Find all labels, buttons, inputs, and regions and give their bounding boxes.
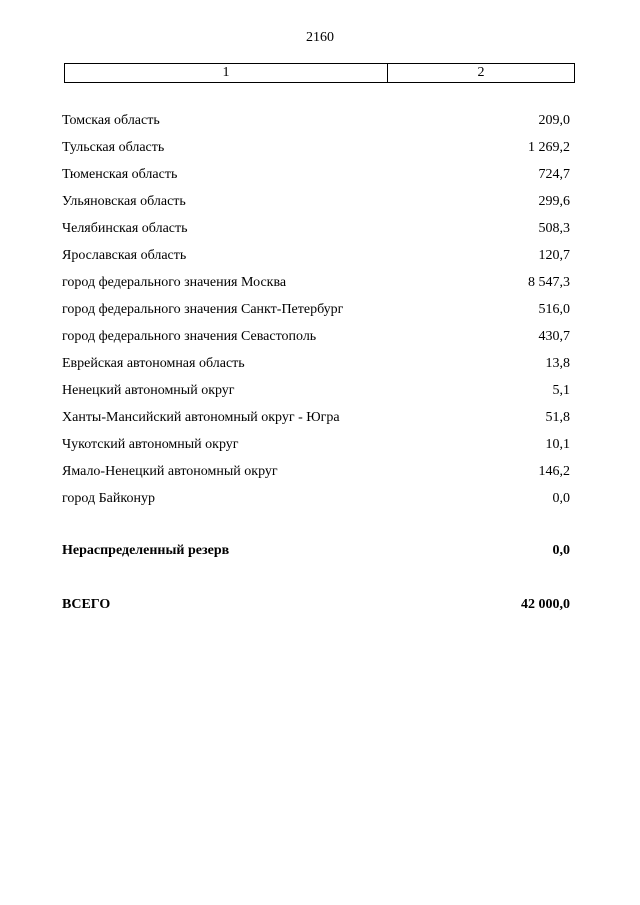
table-row <box>62 188 570 215</box>
unallocated-reserve-row <box>62 539 570 563</box>
table-row <box>62 485 570 512</box>
region-value: 10,1 <box>545 436 570 452</box>
reserve-value: 0,0 <box>552 543 570 558</box>
table-row <box>62 323 570 350</box>
reserve-label: Нераспределенный резерв <box>62 543 230 558</box>
table-row <box>62 242 570 269</box>
region-name: Томская область <box>62 112 160 128</box>
region-value: 724,7 <box>538 166 570 182</box>
table-row <box>62 134 570 161</box>
region-name: Ханты-Мансийский автономный округ - Югра <box>62 409 340 425</box>
region-name: Тюменская область <box>62 166 178 182</box>
region-value: 516,0 <box>538 301 570 317</box>
region-value: 8 547,3 <box>528 274 570 290</box>
region-name: Тульская область <box>62 139 165 155</box>
column-header-2: 2 <box>477 65 485 80</box>
region-value: 0,0 <box>552 490 570 506</box>
table-row <box>62 377 570 404</box>
region-name: город федерального значения Севастополь <box>62 328 317 344</box>
region-value: 299,6 <box>538 193 570 209</box>
column-header-1: 1 <box>65 64 388 82</box>
region-name: Челябинская область <box>62 220 188 236</box>
table-row <box>62 458 570 485</box>
table-row <box>62 404 570 431</box>
region-value: 508,3 <box>538 220 570 236</box>
region-name: Еврейская автономная область <box>62 355 245 371</box>
table-row <box>62 215 570 242</box>
table-row <box>62 161 570 188</box>
region-value: 146,2 <box>538 463 570 479</box>
region-value: 13,8 <box>545 355 570 371</box>
table-row <box>62 107 570 134</box>
region-name: Ульяновская область <box>62 193 186 209</box>
total-value: 42 000,0 <box>521 597 570 612</box>
region-name: Чукотский автономный округ <box>62 436 239 452</box>
region-list <box>62 107 570 512</box>
region-value: 209,0 <box>538 112 570 128</box>
page-number: 2160 <box>306 30 334 45</box>
region-name: город федерального значения Москва <box>62 274 287 290</box>
table-row <box>62 269 570 296</box>
region-name: город федерального значения Санкт-Петербург <box>62 301 344 317</box>
table-row <box>62 350 570 377</box>
table-row <box>62 296 570 323</box>
region-value: 430,7 <box>538 328 570 344</box>
column-header-table <box>64 63 575 83</box>
region-value: 1 269,2 <box>528 139 570 155</box>
region-value: 51,8 <box>545 409 570 425</box>
region-name: Ямало-Ненецкий автономный округ <box>62 463 278 479</box>
region-name: город Байконур <box>62 490 155 506</box>
total-row <box>62 593 570 617</box>
region-name: Ярославская область <box>62 247 187 263</box>
region-value: 120,7 <box>538 247 570 263</box>
table-row <box>62 431 570 458</box>
region-value: 5,1 <box>552 382 570 398</box>
region-name: Ненецкий автономный округ <box>62 382 235 398</box>
total-label: ВСЕГО <box>62 597 111 612</box>
